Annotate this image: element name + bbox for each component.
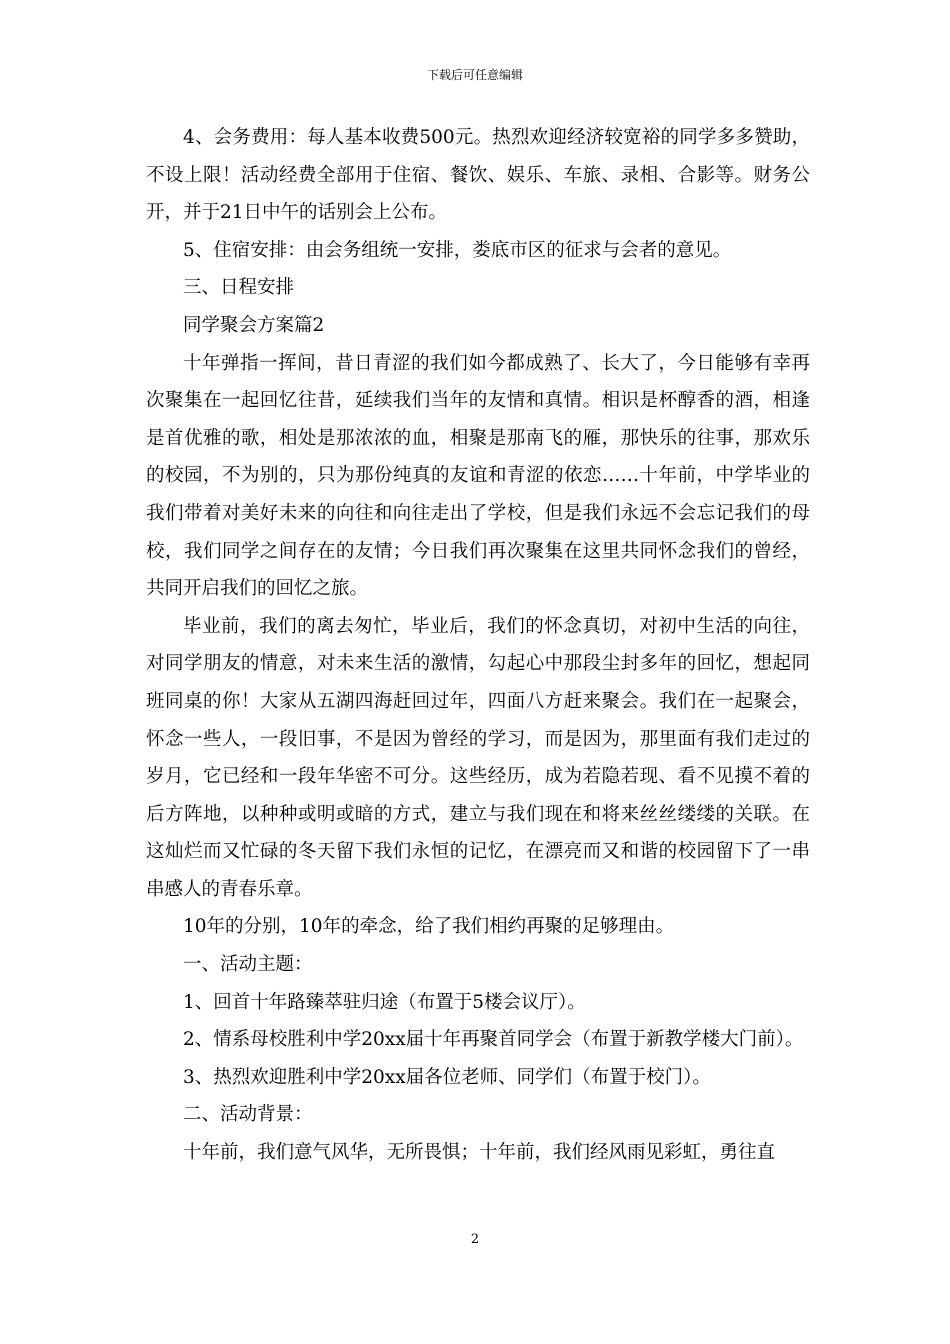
paragraph-background: 十年前，我们意气风华，无所畏惧；十年前，我们经风雨见彩虹，勇往直 (183, 1142, 776, 1164)
paragraph-ten-years: 十年弹指一挥间，昔日青涩的我们如今都成熟了、长大了，今日能够有幸再次聚集在一起回忆往昔，延续我们当年的友情和真情。相识是杯醇香的酒，相逢是首优雅的歌，相处是那浓浓的血，相聚是那南飞的雁，那快乐的往事，那欢乐的校园，不为别的，只为那份纯真的友谊和青涩的依恋……十年前，中学毕业的我们带着对美好未来的向往和向往走出了学校，但是我们永远不会忘记我们的母校，我们同学之间存在的友情；今日我们再次聚集在这里共同怀念我们的曾经，共同开启我们的回忆之旅。 (146, 352, 810, 600)
heading-schedule: 三、日程安排 (183, 277, 295, 299)
paragraph-before-graduation: 毕业前，我们的离去匆忙，毕业后，我们的怀念真切，对初中生活的向往，对同学朋友的情意，对未来生活的激情，勾起心中那段尘封多年的回忆，想起同班同桌的你！大家从五湖四海赶回过年，四面八方赶来聚会。我们在一起聚会，怀念一些人，一段旧事，不是因为曾经的学习，而是因为，那里面有我们走过的岁月，它已经和一段年华密不可分。这些经历，成为若隐若现、看不见摸不着的后方阵地，以种种或明或暗的方式，建立与我们现在和将来丝丝缕缕的关联。在这灿烂而又忙碌的冬天留下我们永恒的记忆，在漂亮而又和谐的校园留下了一串串感人的青春乐章。 (146, 615, 810, 900)
list-item-theme-1: 1、回首十年路臻萃驻归途（布置于5楼会议厅）。 (183, 991, 586, 1013)
heading-activity-background: 二、活动背景： (183, 1104, 313, 1126)
paragraph-reason: 10年的分别，10年的牵念，给了我们相约再聚的足够理由。 (183, 916, 675, 938)
page-header-note: 下载后可任意编辑 (426, 68, 523, 82)
heading-plan-2: 同学聚会方案篇2 (183, 314, 325, 336)
list-item-theme-3: 3、热烈欢迎胜利中学20xx届各位老师、同学们（布置于校门）。 (183, 1066, 711, 1088)
paragraph-fees: 4、会务费用：每人基本收费500元。热烈欢迎经济较宽裕的同学多多赞助，不设上限！活动经费全部用于住宿、餐饮、娱乐、车旅、录相、合影等。财务公开，并于21日中午的话别会上公布。 (146, 127, 810, 224)
page-number: 2 (470, 1232, 480, 1247)
document-body (146, 119, 810, 1172)
heading-activity-theme: 一、活动主题： (183, 954, 313, 976)
list-item-theme-2: 2、情系母校胜利中学20xx届十年再聚首同学会（布置于新教学楼大门前）。 (183, 1029, 804, 1051)
paragraph-accommodation: 5、住宿安排：由会务组统一安排，娄底市区的征求与会者的意见。 (183, 239, 732, 261)
